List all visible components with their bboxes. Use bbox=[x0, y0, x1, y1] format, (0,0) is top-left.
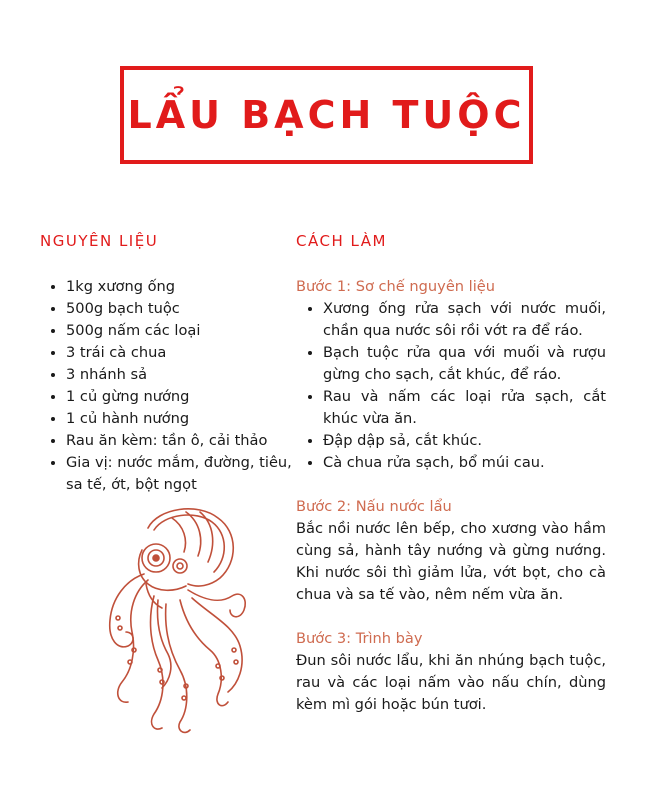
ingredients-heading: NGUYÊN LIỆU bbox=[40, 232, 159, 250]
ingredients-list bbox=[42, 276, 311, 496]
ingredient-item: • Gia vị: nước mắm, đường, tiêu, sa tế, ớt, bột ngọt bbox=[66, 452, 311, 496]
ingredient-item: • 1kg xương ống bbox=[66, 276, 311, 298]
ingredient-item: • 500g nấm các loại bbox=[66, 320, 311, 342]
ingredient-item: • 3 nhánh sả bbox=[66, 364, 311, 386]
step1-title: Bước 1: Sơ chế nguyên liệu bbox=[296, 278, 496, 295]
ingredient-item: • 500g bạch tuộc bbox=[66, 298, 311, 320]
octopus-icon bbox=[88, 500, 260, 740]
step1-list bbox=[296, 298, 606, 474]
method-column bbox=[296, 276, 606, 716]
ingredient-item: • 1 củ hành nướng bbox=[66, 408, 311, 430]
title-box bbox=[120, 66, 533, 164]
step3-title: Bước 3: Trình bày bbox=[296, 630, 423, 647]
step1-item: • Rau và nấm các loại rửa sạch, cắt khúc vừa ăn. bbox=[323, 386, 606, 430]
step2-text: Bắc nồi nước lên bếp, cho xương vào hầm cùng sả, hành tây nướng và gừng nướng. Khi nước sôi thì giảm lửa, vớt bọt, cho cà chua và sa tế vào, nêm nếm vừa ăn. bbox=[296, 520, 606, 603]
step3-text: Đun sôi nước lẩu, khi ăn nhúng bạch tuộc, rau và các loại nấm vào nấu chín, dùng kèm mì gói hoặc bún tươi. bbox=[296, 652, 606, 713]
step1-item: • Cà chua rửa sạch, bổ múi cau. bbox=[323, 452, 606, 474]
step1-item: • Xương ống rửa sạch với nước muối, chần qua nước sôi rồi vớt ra để ráo. bbox=[323, 298, 606, 342]
ingredient-item: • Rau ăn kèm: tần ô, cải thảo bbox=[66, 430, 311, 452]
method-heading: CÁCH LÀM bbox=[296, 232, 387, 250]
step1-item: • Bạch tuộc rửa qua với muối và rượu gừng cho sạch, cắt khúc, để ráo. bbox=[323, 342, 606, 386]
ingredient-item: • 3 trái cà chua bbox=[66, 342, 311, 364]
step2-title: Bước 2: Nấu nước lẩu bbox=[296, 498, 452, 515]
step1-item: • Đập dập sả, cắt khúc. bbox=[323, 430, 606, 452]
page-title: LẨU BẠCH TUỘC bbox=[127, 93, 526, 137]
ingredient-item: • 1 củ gừng nướng bbox=[66, 386, 311, 408]
